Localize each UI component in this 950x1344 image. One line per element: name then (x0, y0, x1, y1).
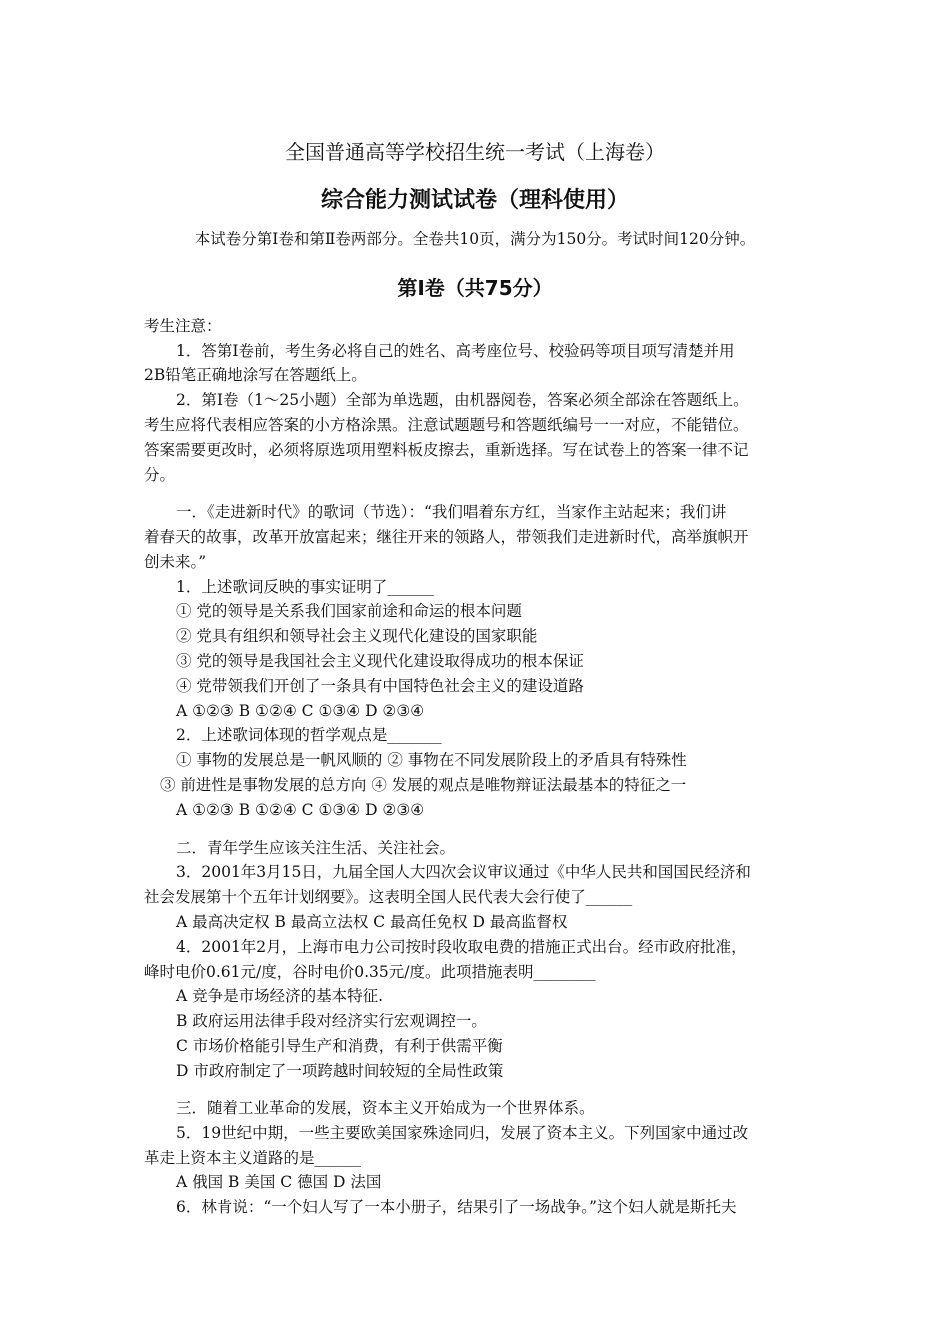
question-4-cont: 峰时电价0.61元/度，谷时电价0.35元/度。此项措施表明________ (144, 963, 596, 981)
question-3-choices: A 最高决定权 B 最高立法权 C 最高任免权 D 最高监督权 (176, 913, 568, 931)
question-5-choices: A 俄国 B 美国 C 德国 D 法国 (176, 1173, 382, 1191)
section-1-intro: 一．《走进新时代》的歌词（节选）：“我们唱着东方红，当家作主站起来；我们讲 (176, 503, 727, 521)
exam-subtitle: 综合能力测试试卷（理科使用） (320, 188, 629, 213)
notice-item-2: 2．第Ⅰ卷（1～25小题）全部为单选题，由机器阅卷，答案必须全部涂在答题纸上。 (176, 391, 749, 409)
part-title: 第Ⅰ卷（共75分） (397, 276, 553, 300)
question-4-option-d: D 市政府制定了一项跨越时间较短的全局性政策 (176, 1062, 504, 1080)
question-1: 1．上述歌词反映的事实证明了______ (176, 578, 434, 596)
notice-item-2-cont: 考生应将代表相应答案的小方格涂黑。注意试题题号和答题纸编号一一对应，不能错位。 (144, 416, 749, 434)
section-1-intro-cont: 创未来。” (144, 553, 207, 571)
question-1-option: ② 党具有组织和领导社会主义现代化建设的国家职能 (176, 627, 538, 645)
section-2-intro: 二．青年学生应该关注生活、关注社会。 (176, 839, 456, 857)
question-5: 5．19世纪中期，一些主要欧美国家殊途同归，发展了资本主义。下列国家中通过改 (176, 1124, 749, 1142)
notice-item-2-cont: 答案需要更改时，必须将原选项用塑料板皮擦去，重新选择。写在试卷上的答案一律不记 (144, 441, 749, 459)
exam-intro: 本试卷分第Ⅰ卷和第Ⅱ卷两部分。全卷共10页，满分为150分。考试时间120分钟。 (194, 230, 756, 248)
question-3-cont: 社会发展第十个五年计划纲要》。这表明全国人民代表大会行使了______ (144, 888, 633, 906)
notice-item-1: 1．答第Ⅰ卷前，考生务必将自己的姓名、高考座位号、校验码等项目项写清楚并用 (176, 342, 735, 360)
exam-title: 全国普通高等学校招生统一考试（上海卷） (285, 140, 665, 164)
question-1-choices: A ①②③ B ①②④ C ①③④ D ②③④ (176, 702, 425, 720)
question-4-option-b: B 政府运用法律手段对经济实行宏观调控一。 (176, 1012, 487, 1030)
question-6: 6．林肯说：“一个妇人写了一本小册子，结果引了一场战争。”这个妇人就是斯托夫 (176, 1198, 737, 1216)
notice-item-1-cont: 2B铅笔正确地涂写在答题纸上。 (144, 366, 367, 384)
question-4-option-a: A 竞争是市场经济的基本特征. (176, 987, 384, 1005)
question-1-option: ④ 党带领我们开创了一条具有中国特色社会主义的建设道路 (176, 677, 584, 695)
question-1-option: ① 党的领导是关系我们国家前途和命运的根本问题 (176, 602, 522, 620)
question-5-cont: 革走上资本主义道路的是______ (144, 1149, 362, 1167)
question-2: 2．上述歌词体现的哲学观点是_______ (176, 726, 442, 744)
section-3-intro: 三．随着工业革命的发展，资本主义开始成为一个世界体系。 (176, 1099, 595, 1117)
question-2-options: ③ 前进性是事物发展的总方向 ④ 发展的观点是唯物辩证法最基本的特征之一 (160, 776, 687, 794)
question-2-choices: A ①②③ B ①②④ C ①③④ D ②③④ (176, 801, 425, 819)
question-2-options: ① 事物的发展总是一帆风顺的 ② 事物在不同发展阶段上的矛盾具有特殊性 (176, 751, 687, 769)
notice-heading: 考生注意： (144, 317, 222, 335)
question-1-option: ③ 党的领导是我国社会主义现代化建设取得成功的根本保证 (176, 652, 584, 670)
notice-item-2-cont: 分。 (144, 466, 176, 484)
question-3: 3．2001年3月15日，九届全国人大四次会议审议通过《中华人民共和国国民经济和 (176, 863, 751, 881)
section-1-intro-cont: 着春天的故事，改革开放富起来；继往开来的领路人，带领我们走进新时代，高举旗帜开 (144, 528, 749, 546)
question-4: 4．2001年2月，上海市电力公司按时段收取电费的措施正式出台。经市政府批准， (176, 938, 747, 956)
question-4-option-c: C 市场价格能引导生产和消费，有利于供需平衡 (176, 1037, 503, 1055)
